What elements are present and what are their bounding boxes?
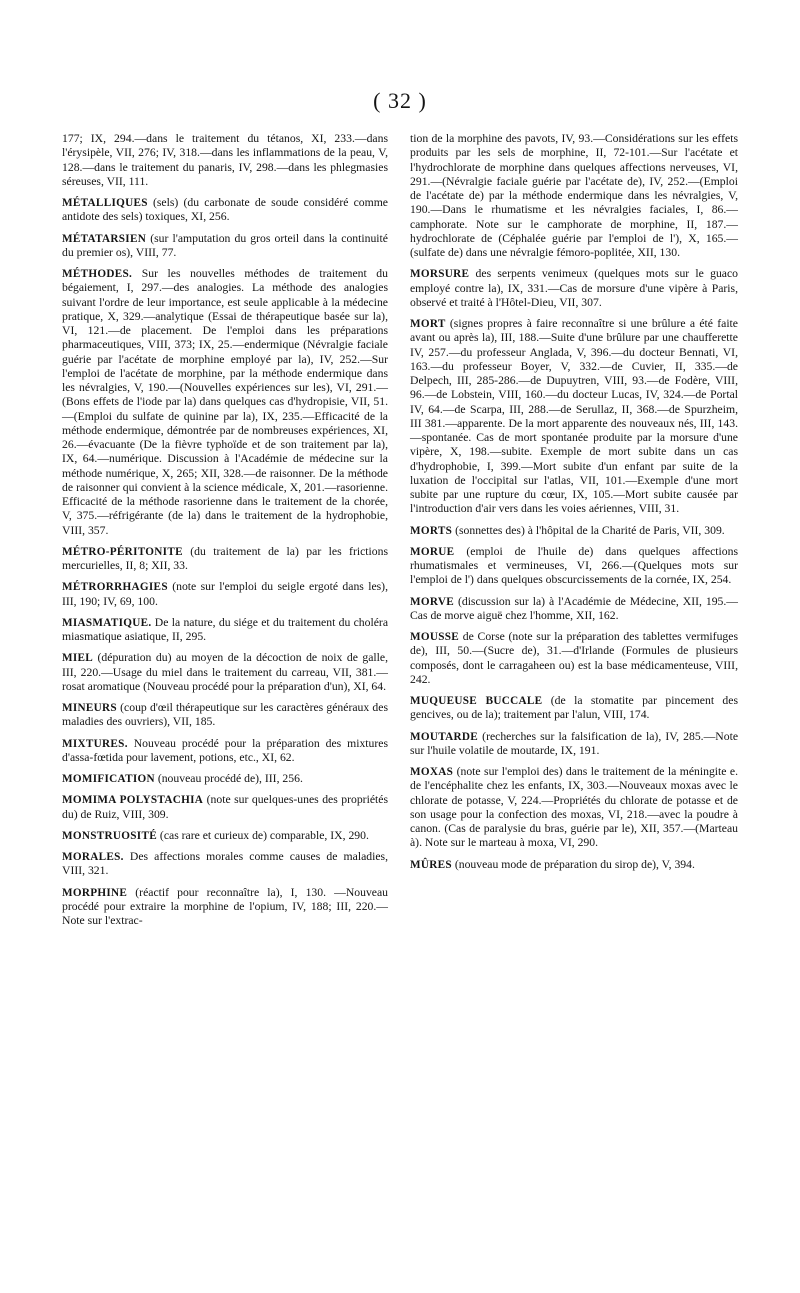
index-entry	[410, 730, 738, 759]
index-entry	[410, 630, 738, 687]
entry-headword: MÉTATARSIEN	[62, 232, 147, 245]
entry-headword: MOUSSE	[410, 631, 460, 643]
entry-headword: MIASMATIQUE.	[62, 616, 152, 629]
index-entry	[62, 886, 388, 929]
index-entry	[62, 232, 388, 261]
entry-text: (emploi de l'huile de) dans quelques affections rhumatismales et vermineuses, VI, 266.—(Quelques mots sur l'emploi de l') dans quelques obscurcissements de la cornée, IX, 254.	[410, 544, 738, 587]
entry-text: (nouveau mode de préparation du sirop de), V, 394.	[454, 857, 695, 871]
entry-text: De la nature, du siége et du traitement du choléra miasmatique asiatique, II, 295.	[62, 615, 389, 643]
entry-headword: MÉTALLIQUES	[62, 197, 148, 209]
entry-headword: MOMIFICATION	[62, 773, 155, 785]
entry-text: (discussion sur la) à l'Académie de Médecine, XII, 195.—Cas de morve aiguë chez l'homme, XII, 162.	[410, 594, 738, 622]
entry-headword: MUQUEUSE BUCCALE	[410, 695, 543, 707]
entry-text: (sels) (du carbonate de soude considéré comme antidote des sels) toxiques, XI, 256.	[62, 196, 388, 224]
entry-text: tion de la morphine des pavots, IV, 93.—Considérations sur les effets produits par les sels de morphine, II, 72-101.—Sur l'acétate et l'hydrochlorate de morphine dans quelques affections nerveuses, VI, 291.—(Névralgie faciale guérie par l'acétate de), IV, 252.—(Emploi de l'acétate de) par la méthode endermique dans les névralgies, V, 190.—Dans le rhumatisme et les névralgies faciales, I, 86.—camphorate. Note sur le camphorate de morphine, II, 187.—hydrochlorate de (Céphalée guérie par l'emploi de l'), X, 165.—(sulfate de) dans une névralgie fémoro-poplitée, XII, 130.	[410, 132, 738, 259]
entry-text: (note sur l'emploi des) dans le traitement de la méningite e. de l'encéphalite chez les enfants, IX, 303.—Nouveaux moxas avec le chlorate de potasse, V, 224.—Propriétés du chlorate de potasse et de son usage pour la confection des moxas, VI, 218.—avec la poudre à canon. (Cas de paralysie du bras, guérie par le), XII, 357.—(Marteau à). Note sur le marteau à moxa, VI, 290.	[410, 765, 739, 850]
entry-headword: MORSURE	[410, 268, 470, 281]
index-entry	[62, 701, 388, 730]
entry-text: 177; IX, 294.—dans le traitement du tétanos, XI, 233.—dans l'érysipèle, VII, 276; IV, 318.—dans les inflammations de la peau, V, 128.—dans le traitement du panaris, IV, 298.—dans les phlegmasies séreuses, VII, 111.	[62, 132, 388, 188]
entry-text: (sonnettes des) à l'hôpital de la Charité de Paris, VII, 309.	[455, 523, 725, 537]
entry-text: (note sur quelques-unes des propriétés du) de Ruiz, VIII, 309.	[62, 793, 388, 821]
entry-headword: MOUTARDE	[410, 730, 479, 743]
index-entry	[410, 267, 738, 310]
entry-text: (cas rare et curieux de) comparable, IX, 290.	[159, 828, 369, 842]
index-entry	[410, 765, 738, 851]
index-entry	[410, 317, 738, 517]
index-entry	[62, 580, 388, 609]
entry-headword: MOXAS	[410, 766, 454, 778]
index-entry	[410, 545, 738, 588]
entry-headword: MIEL	[62, 652, 94, 665]
entry-text: de Corse (note sur la préparation des tablettes vermifuges de), III, 50.—(Sucre de), 31.—d'Irlande (Formules de plusieurs composés, dont le carragaheen ou) est la base médicamenteuse, VIII, 242.	[410, 630, 738, 686]
index-entry	[410, 858, 738, 872]
index-entry	[62, 545, 388, 574]
index-entry	[62, 616, 388, 645]
entry-text: Sur les nouvelles méthodes de traitement du bégaiement, I, 297.—des analogies. La méthode des analogies suivant l'ordre de leur importance, est seule applicable à la médecine pratique, X, 329.—analytique (Essai de thérapeutique basée sur la), VI, 121.—de placement. De l'emploi dans les préparations pharmaceutiques, VIII, 373; IX, 25.—endermique (Névralgie faciale guérie par l'acétate de morphine employé par la), IV, 252.—Sur l'emploi de l'acétate de morphine, par la méthode endermique dans les névralgies, V, 190.—(Nouvelles expériences sur les), VI, 291.—(Bons effets de l'iode par la) dans quelques cas d'hydropisie, VII, 51.—(Emploi du sulfate de quinine par la), IX, 235.—Efficacité de la méthode endermique, démontrée par de nombreuses expériences, XI, 26.—évacuante (De la fièvre typhoïde et de son traitement par la), IX, 64.—numérique. Discussion à l'Académie de médecine sur la méthode numérique, X, 265; XII, 328.—de raisonner. De la méthode de raisonner qui convient à la science médicale, X, 201.—rasorienne. Efficacité de la méthode rasorienne dans le traitement de la chorée, V, 375.—réfrigérante (de la) dans le traitement de la hydrophobie, VIII, 357.	[62, 267, 388, 537]
index-entry	[62, 772, 388, 786]
entry-text: (de la stomatite par pincement des gencives, ou de la); traitement par l'alun, VIII, 174.	[410, 694, 739, 722]
entry-text: (coup d'œil thérapeutique sur les caractères généraux des maladies des ouvriers), VII, 185.	[62, 701, 388, 729]
entry-text: Des affections morales comme causes de maladies, VIII, 321.	[62, 850, 389, 878]
entry-headword: MORPHINE	[62, 886, 128, 899]
entry-headword: MÉTHODES.	[62, 268, 133, 280]
entry-headword: MÛRES	[410, 858, 452, 871]
entry-text: des serpents venimeux (quelques mots sur le guaco employé contre la), IX, 331.—Cas de morsure d'une vipère à Paris, observé et traité à l'Hôtel-Dieu, VII, 307.	[410, 267, 739, 309]
entry-headword: MORALES.	[62, 851, 124, 863]
page-number: ( 32 )	[373, 88, 427, 113]
entry-headword: MORTS	[410, 524, 453, 537]
index-entry	[62, 267, 388, 538]
index-entry	[62, 737, 388, 766]
index-entry	[62, 651, 388, 694]
index-entry	[410, 524, 738, 538]
entry-text: (dépuration du) au moyen de la décoction de noix de galle, III, 220.—Usage du miel dans le traitement du carreau, VII, 381.—rosat aromatique (Nouveau procédé pour la préparation d'un), XI, 64.	[62, 651, 388, 693]
left-column	[62, 132, 388, 935]
entry-text: Nouveau procédé pour la préparation des mixtures d'assa-fœtida pour lavement, potions, etc., XI, 62.	[62, 736, 389, 764]
index-entry	[62, 793, 388, 822]
entry-headword: MINEURS	[62, 702, 117, 714]
entry-text: (signes propres à faire reconnaître si une brûlure a été faite avant ou après la), III, 188.—Suite d'une brûlure par une chaufferette IV, 257.—du professeur Anglada, V, 396.—du docteur Bennati, VI, 163.—du professeur Boyer, V, 332.—de Cuvier, II, 335.—de Delpech, III, 285-286.—de Dupuytren, VIII, 93.—de Fodère, VIII, 96.—de Lobstein, VIII, 160.—du docteur Lucas, IV, 324.—de Portal IV, 64.—de Scarpa, III, 288.—de Serullaz, II, 368.—de Spurzheim, III 381.—apparente. De la mort apparente des nouveaux nés, III, 143.—spontanée. Cas de mort spontanée produite par la morsure d'une vipère, X, 198.—subite. Exemple de mort subite dans un cas d'hydrophobie, I, 399.—Mort subite d'un enfant par suite de la luxation de l'occipital sur l'atlas, VII, 101.—Exemple d'une mort subite par une rupture du cœur, IX, 105.—Mort subite causée par l'introduction d'air vers dans les voies aériennes, VIII, 31.	[410, 317, 738, 516]
entry-text: (recherches sur la falsification de la), IV, 285.—Note sur l'huile volatile de moutarde, IX, 191.	[410, 729, 739, 757]
index-entry	[62, 850, 388, 879]
entry-headword: MOMIMA POLYSTACHIA	[62, 794, 204, 807]
entry-headword: MIXTURES.	[62, 737, 128, 750]
right-column	[410, 132, 738, 879]
entry-headword: MÉTRORRHAGIES	[62, 581, 168, 594]
entry-text: (sur l'amputation du gros orteil dans la continuité du premier os), VIII, 77.	[62, 231, 388, 259]
index-entry	[410, 132, 738, 260]
entry-headword: MORVE	[410, 595, 454, 608]
entry-text: (note sur l'emploi du seigle ergoté dans les), III, 190; IV, 69, 100.	[62, 580, 388, 608]
index-entry	[62, 196, 388, 225]
entry-headword: MÉTRO-PÉRITONITE	[62, 545, 183, 558]
index-entry	[410, 595, 738, 624]
entry-text: (du traitement de la) par les frictions mercurielles, II, 8; XII, 33.	[62, 544, 389, 572]
index-entry	[410, 694, 738, 723]
entry-headword: MORT	[410, 318, 446, 330]
index-entry	[62, 829, 388, 843]
entry-text: (réactif pour reconnaître la), I, 130. —Nouveau procédé pour extraire la morphine de l'opium, IV, 188; III, 220.—Note sur l'extrac-	[62, 885, 389, 927]
entry-headword: MONSTRUOSITÉ	[62, 829, 157, 842]
entry-text: (nouveau procédé de), III, 256.	[157, 772, 303, 785]
index-entry	[62, 132, 388, 189]
entry-headword: MORUE	[410, 545, 455, 558]
